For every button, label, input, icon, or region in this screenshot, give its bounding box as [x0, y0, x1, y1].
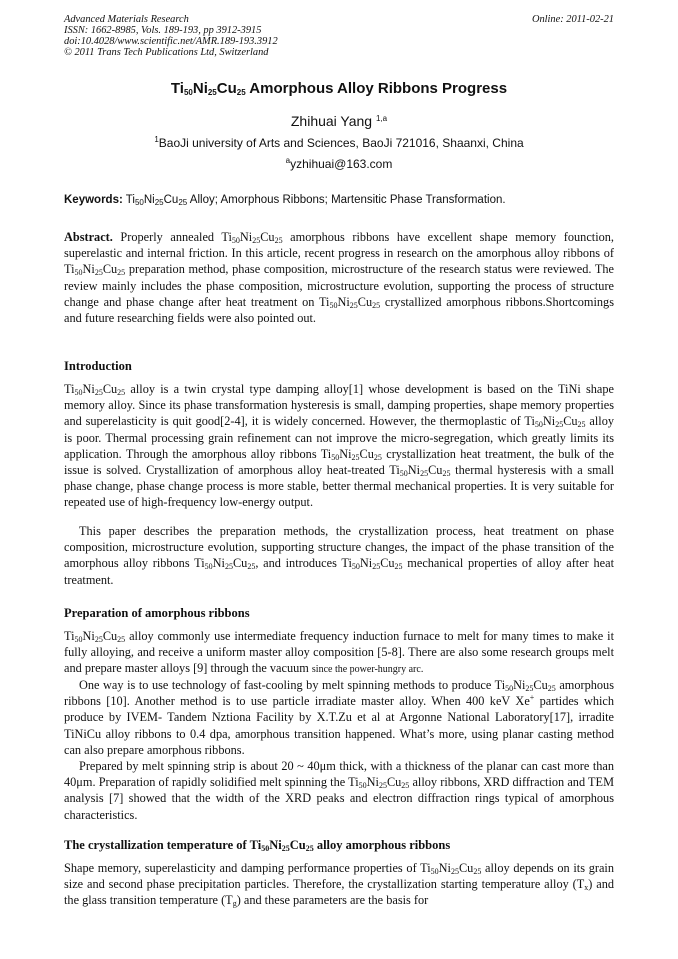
journal-name: Advanced Materials Research [64, 14, 189, 25]
online-date: Online: 2011-02-21 [531, 14, 614, 25]
email-line: $^a$yzhihuai@163.com [285, 156, 393, 171]
journal-header [64, 14, 614, 58]
prep-paragraph-3: Prepared by melt spinning strip is about 20 ~ 40μm thick, with a thickness of the planar can cast more than 40μm. Preparation of rapidly solidified melt spinning the $Ti_{50}Ni_{25}Cu_{25}$ alloy ribbons, XRD diffraction and TEM analysis [7] showed that the width of the XRD peaks and electron diffraction rings typical of amorphous characteristics. [64, 759, 615, 822]
section-heading-crystallization: The crystallization temperature of $Ti_{50}Ni_{25}Cu_{25}$ alloy amorphous ribbons [64, 838, 451, 853]
section-heading-preparation: Preparation of amorphous ribbons [64, 606, 250, 620]
abstract-paragraph: Abstract. Properly annealed $Ti_{50}Ni_{25}Cu_{25}$ amorphous ribbons have excellent shape memory founction, superelastic and internal friction. In this article, recent progress in research on the amorphous alloy ribbons of $Ti_{50}Ni_{25}Cu_{25}$ preparation method, phase composition, microstructure of the research status were reviewed. The review mainly includes the phase composition, microstructure evolution, supporting the process of structure change and phase change after heat treatment on $Ti_{50}Ni_{25}Cu_{25}$ crystallized amorphous ribbons.Shortcomings and future researching fields were also pointed out. [64, 230, 614, 326]
intro-paragraph-2: This paper describes the preparation methods, the crystallization process, heat treatment on phase composition, microstructure evolution, supporting structure changes, the impact of the phase transition of the amorphous alloy ribbons $Ti_{50}Ni_{25}Cu_{25}$, and introduces $Ti_{50}Ni_{25}Cu_{25}$ mechanical properties of alloy after heat treatment. [64, 524, 614, 587]
paper-title: $Ti_{50}Ni_{25}Cu_{25}$ Amorphous Alloy Ribbons Progress [170, 80, 508, 97]
doi-line: doi:10.4028/www.scientific.net/AMR.189-193.3912 [64, 36, 278, 47]
keywords-line: Keywords: $Ti_{50}Ni_{25}Cu_{25}$ Alloy; Amorphous Ribbons; Martensitic Phase Transformation. [64, 194, 506, 207]
affiliation-line: $^1$BaoJi university of Arts and Sciences, BaoJi 721016, Shaanxi, China [154, 135, 524, 150]
cryst-paragraph-1: Shape memory, superelasticity and damping performance properties of $Ti_{50}Ni_{25}Cu_{25}$ alloy depends on its grain size and second phase precipitation particles. Therefore, the crystallization starting temperature alloy $(T_x)$ and the glass transition temperature $(T_g)$ and these parameters are the basis for [64, 861, 614, 909]
copyright-line: © 2011 Trans Tech Publications Ltd, Switzerland [64, 47, 269, 58]
prep-paragraph-2: One way is to use technology of fast-cooling by melt spinning methods to produce $Ti_{50}Ni_{25}Cu_{25}$ amorphous ribbons [10]. Another method is to use particle irradiate master alloy. When 400 keV Xe+ partides which produce by IVEM- Tandem Nztiona Facility by X.T.Zu et al at Argonne National Laboratory[17], irradite TiNiCu alloy ribbons to 0.4 dpa, amorphous transition happened. What’s more, using planar casting method can also prepare amorphous ribbons. [64, 678, 614, 757]
prep-paragraph-1: $Ti_{50}Ni_{25}Cu_{25}$ alloy commonly use intermediate frequency induction furnace to melt for many times to make it fully alloying, and receive a uniform master alloy composition [5-8]. There are also some research groups melt and prepare master alloys [9] through the vacuum since the power-hungry arc. [64, 629, 614, 676]
author-line: Zhihuai Yang $^{1,a}$ [290, 113, 388, 129]
issn-line: ISSN: 1662-8985, Vols. 189-193, pp 3912-3915 [64, 25, 262, 36]
section-heading-introduction: Introduction [64, 359, 132, 373]
intro-paragraph-1: $Ti_{50}Ni_{25}Cu_{25}$ alloy is a twin crystal type damping alloy[1] whose development is based on the TiNi shape memory alloy. Since its phase transformation hysteresis is small, damping properties, shape memory properties and superelasticity is quit good[2-4], it is widely concerned. However, the thermoplastic of $Ti_{50}Ni_{25}Cu_{25}$ alloy is poor. Thermal processing grain refinement can not improve the micro-segregation, which greatly limits its application. Through the amorphous alloy ribbons $Ti_{50}Ni_{25}Cu_{25}$ crystallization heat treatment, the bulk of the issue is solved. Crystallization of amorphous alloy heat-treated $Ti_{50}Ni_{25}Cu_{25}$ thermal hysteresis with a small phase change, phase change process is more stable, better thermal mechanical properties. It is very suitable for repeated use of high-frequency low-energy output. [64, 382, 615, 510]
